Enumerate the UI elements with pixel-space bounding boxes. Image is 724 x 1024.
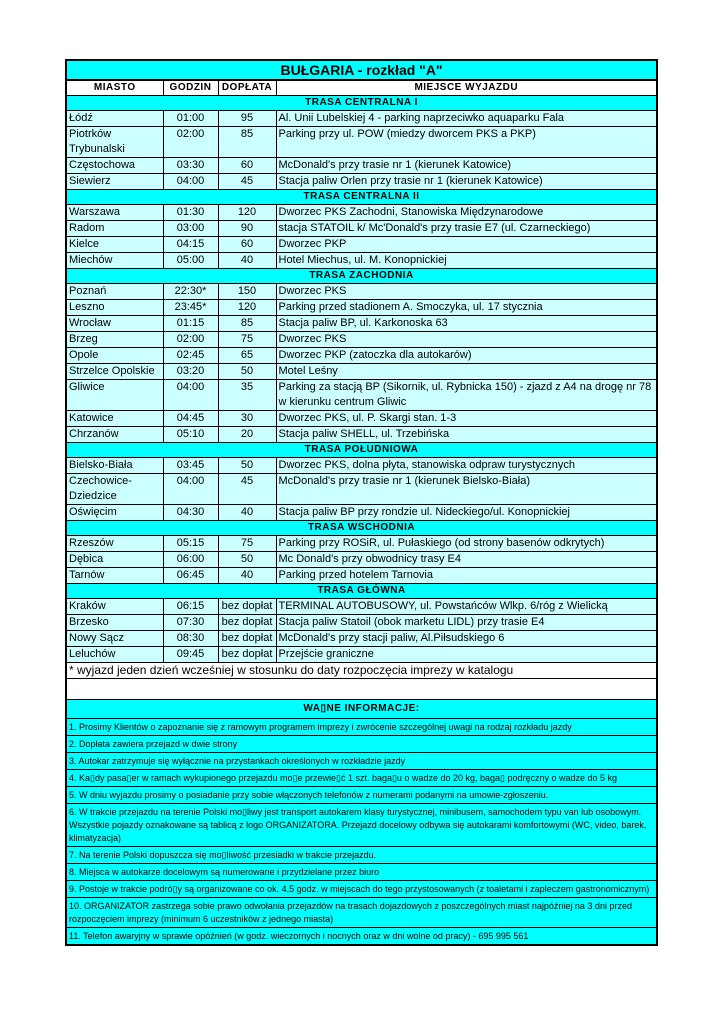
table-row	[66, 411, 657, 427]
place-cell: Parking przed hotelem Tarnovia	[276, 568, 657, 584]
city-cell: Siewierz	[66, 174, 163, 190]
hour-cell: 04:00	[163, 474, 218, 505]
hour-cell: 04:30	[163, 505, 218, 521]
table-row	[66, 615, 657, 631]
info-text: 5. W dniu wyjazdu prosimy o posiadanie przy sobie włączonych telefonów z numerami podanymi na umowie-zgłoszeniu.	[66, 787, 657, 804]
table-row	[66, 237, 657, 253]
route-header	[66, 584, 657, 599]
place-cell: Dworzec PKS Zachodni, Stanowiska Międzynarodowe	[276, 205, 657, 221]
surcharge-cell: 50	[218, 552, 276, 568]
city-cell: Katowice	[66, 411, 163, 427]
table-row	[66, 631, 657, 647]
hour-cell: 09:45	[163, 647, 218, 663]
table-row	[66, 174, 657, 190]
info-item	[66, 753, 657, 770]
route-header	[66, 443, 657, 458]
header-row	[66, 80, 657, 96]
city-cell: Częstochowa	[66, 158, 163, 174]
info-text: 6. W trakcie przejazdu na terenie Polski mo▯liwy jest transport autokarem klasy turystycznej, minibusem, samochodem typu van lub osobowym. Wszystkie pojazdy oznakowane są tablicą z logo ORGANIZATORA. Przejazd docelowy odbywa się autokarami komfortowymi (WC, video, barek, klimatyzacja)	[66, 804, 657, 847]
route-name: TRASA CENTRALNA II	[66, 190, 657, 205]
city-cell: Rzeszów	[66, 536, 163, 552]
table-row	[66, 348, 657, 364]
table-row	[66, 647, 657, 663]
city-cell: Oświęcim	[66, 505, 163, 521]
place-cell: Dworzec PKS, dolna płyta, stanowiska odpraw turystycznych	[276, 458, 657, 474]
hour-cell: 22:30*	[163, 284, 218, 300]
surcharge-cell: 30	[218, 411, 276, 427]
table-row	[66, 552, 657, 568]
info-title: WA▯NE INFORMACJE:	[66, 700, 657, 719]
table-row	[66, 536, 657, 552]
city-cell: Nowy Sącz	[66, 631, 163, 647]
city-cell: Gliwice	[66, 380, 163, 411]
hour-cell: 01:30	[163, 205, 218, 221]
table-row	[66, 284, 657, 300]
table-row	[66, 316, 657, 332]
info-text: 9. Postoje w trakcie podró▯y są organizowane co ok. 4,5 godz. w miejscach do tego przystosowanych (z toaletami i zapleczem gastronomicznym)	[66, 881, 657, 898]
city-cell: Poznań	[66, 284, 163, 300]
place-cell: Parking za stacją BP (Sikornik, ul. Rybnicka 150) - zjazd z A4 na drogę nr 78 w kierunku centrum Gliwic	[276, 380, 657, 411]
place-cell: Parking przy ul. POW (miedzy dworcem PKS a PKP)	[276, 127, 657, 158]
place-cell: Stacja paliw Statoil (obok marketu LIDL) przy trasie E4	[276, 615, 657, 631]
city-cell: Kielce	[66, 237, 163, 253]
page-title: BUŁGARIA - rozkład "A"	[66, 60, 657, 80]
hour-cell: 03:30	[163, 158, 218, 174]
schedule-sheet	[65, 59, 656, 946]
info-item	[66, 881, 657, 898]
info-item	[66, 770, 657, 787]
city-cell: Wrocław	[66, 316, 163, 332]
info-text: 11. Telefon awaryjny w sprawie opóźnień (w godz. wieczornych i nocnych oraz w dni wolne od pracy) - 695 995 561	[66, 928, 657, 946]
info-text: 2. Dopłata zawiera przejazd w dwie strony	[66, 736, 657, 753]
table-row	[66, 474, 657, 505]
hour-cell: 04:00	[163, 174, 218, 190]
hour-cell: 23:45*	[163, 300, 218, 316]
title-row	[66, 60, 657, 80]
surcharge-cell: bez dopłat	[218, 599, 276, 615]
header-city: MIASTO	[66, 80, 163, 96]
route-name: TRASA WSCHODNIA	[66, 521, 657, 536]
info-item	[66, 719, 657, 736]
table-row	[66, 158, 657, 174]
place-cell: stacja STATOIL k/ Mc'Donald's przy trasie E7 (ul. Czarneckiego)	[276, 221, 657, 237]
footnote-row	[66, 663, 657, 679]
city-cell: Miechów	[66, 253, 163, 269]
table-row	[66, 205, 657, 221]
surcharge-cell: 60	[218, 237, 276, 253]
place-cell: McDonald's przy stacji paliw, Al.Piłsudskiego 6	[276, 631, 657, 647]
city-cell: Warszawa	[66, 205, 163, 221]
table-row	[66, 380, 657, 411]
surcharge-cell: 40	[218, 505, 276, 521]
hour-cell: 06:00	[163, 552, 218, 568]
route-header	[66, 521, 657, 536]
place-cell: TERMINAL AUTOBUSOWY, ul. Powstańców Wlkp. 6/róg z Wielicką	[276, 599, 657, 615]
info-item	[66, 736, 657, 753]
route-name: TRASA GŁÓWNA	[66, 584, 657, 599]
place-cell: Stacja paliw BP, ul. Karkonoska 63	[276, 316, 657, 332]
place-cell: Hotel Miechus, ul. M. Konopnickiej	[276, 253, 657, 269]
info-text: 3. Autokar zatrzymuje się wyłącznie na przystankach określonych w rozkładzie jazdy	[66, 753, 657, 770]
footnote: * wyjazd jeden dzień wcześniej w stosunku do daty rozpoczęcia imprezy w katalogu	[66, 663, 657, 679]
place-cell: Mc Donald's przy obwodnicy trasy E4	[276, 552, 657, 568]
hour-cell: 03:00	[163, 221, 218, 237]
place-cell: Stacja paliw Orlen przy trasie nr 1 (kierunek Katowice)	[276, 174, 657, 190]
route-header	[66, 190, 657, 205]
hour-cell: 03:20	[163, 364, 218, 380]
place-cell: Stacja paliw SHELL, ul. Trzebińska	[276, 427, 657, 443]
hour-cell: 06:15	[163, 599, 218, 615]
place-cell: Dworzec PKS	[276, 284, 657, 300]
table-row	[66, 427, 657, 443]
city-cell: Tarnów	[66, 568, 163, 584]
place-cell: Motel Leśny	[276, 364, 657, 380]
place-cell: Przejście graniczne	[276, 647, 657, 663]
city-cell: Łódź	[66, 111, 163, 127]
place-cell: Parking przy ROSiR, ul. Pułaskiego (od strony basenów odkrytych)	[276, 536, 657, 552]
surcharge-cell: 120	[218, 205, 276, 221]
place-cell: McDonald's przy trasie nr 1 (kierunek Katowice)	[276, 158, 657, 174]
hour-cell: 05:15	[163, 536, 218, 552]
info-item	[66, 787, 657, 804]
place-cell: Dworzec PKS, ul. P. Skargi stan. 1-3	[276, 411, 657, 427]
city-cell: Dębica	[66, 552, 163, 568]
city-cell: Opole	[66, 348, 163, 364]
table-row	[66, 253, 657, 269]
surcharge-cell: 85	[218, 316, 276, 332]
city-cell: Brzesko	[66, 615, 163, 631]
info-item	[66, 804, 657, 847]
hour-cell: 04:45	[163, 411, 218, 427]
surcharge-cell: 45	[218, 474, 276, 505]
hour-cell: 02:45	[163, 348, 218, 364]
table-row	[66, 127, 657, 158]
info-item	[66, 898, 657, 928]
surcharge-cell: bez dopłat	[218, 615, 276, 631]
hour-cell: 02:00	[163, 127, 218, 158]
surcharge-cell: 65	[218, 348, 276, 364]
header-hour: GODZIN	[163, 80, 218, 96]
table-row	[66, 221, 657, 237]
surcharge-cell: 40	[218, 253, 276, 269]
table-row	[66, 458, 657, 474]
info-text: 10. ORGANIZATOR zastrzega sobie prawo odwołania przejazdów na trasach dojazdowych z poszczególnych miast najpóźniej na 3 dni przed rozpoczęciem imprezy (minimum 6 uczestników z jednego miasta)	[66, 898, 657, 928]
hour-cell: 05:00	[163, 253, 218, 269]
surcharge-cell: 50	[218, 458, 276, 474]
hour-cell: 01:00	[163, 111, 218, 127]
city-cell: Chrzanów	[66, 427, 163, 443]
place-cell: Dworzec PKP (zatoczka dla autokarów)	[276, 348, 657, 364]
hour-cell: 04:00	[163, 380, 218, 411]
surcharge-cell: 120	[218, 300, 276, 316]
surcharge-cell: 75	[218, 332, 276, 348]
info-item	[66, 928, 657, 946]
route-header	[66, 269, 657, 284]
table-row	[66, 599, 657, 615]
surcharge-cell: 85	[218, 127, 276, 158]
hour-cell: 06:45	[163, 568, 218, 584]
route-name: TRASA ZACHODNIA	[66, 269, 657, 284]
blank-row	[66, 679, 657, 700]
table-row	[66, 364, 657, 380]
table-row	[66, 111, 657, 127]
surcharge-cell: 90	[218, 221, 276, 237]
place-cell: McDonald's przy trasie nr 1 (kierunek Bielsko-Biała)	[276, 474, 657, 505]
info-text: 4. Ka▯dy pasa▯er w ramach wykupionego przejazdu mo▯e przewie▯ć 1 szt. baga▯u o wadze do 20 kg, baga▯ podręczny o wadze do 5 kg	[66, 770, 657, 787]
hour-cell: 02:00	[163, 332, 218, 348]
city-cell: Czechowice-Dziedzice	[66, 474, 163, 505]
surcharge-cell: 45	[218, 174, 276, 190]
table-row	[66, 568, 657, 584]
route-name: TRASA CENTRALNA I	[66, 96, 657, 111]
hour-cell: 01:15	[163, 316, 218, 332]
surcharge-cell: 95	[218, 111, 276, 127]
hour-cell: 04:15	[163, 237, 218, 253]
hour-cell: 07:30	[163, 615, 218, 631]
header-place: MIEJSCE WYJAZDU	[276, 80, 657, 96]
route-name: TRASA POŁUDNIOWA	[66, 443, 657, 458]
surcharge-cell: bez dopłat	[218, 647, 276, 663]
city-cell: Piotrków Trybunalski	[66, 127, 163, 158]
city-cell: Leszno	[66, 300, 163, 316]
table-row	[66, 505, 657, 521]
info-item	[66, 864, 657, 881]
info-text: 8. Miejsca w autokarze docelowym są numerowane i przydzielane przez biuro	[66, 864, 657, 881]
hour-cell: 03:45	[163, 458, 218, 474]
place-cell: Parking przed stadionem A. Smoczyka, ul. 17 stycznia	[276, 300, 657, 316]
header-surcharge: DOPŁATA	[218, 80, 276, 96]
place-cell: Al. Unii Lubelskiej 4 - parking naprzeciwko aquaparku Fala	[276, 111, 657, 127]
city-cell: Leluchów	[66, 647, 163, 663]
info-text: 1. Prosimy Klientów o zapoznanie się z ramowym programem imprezy i zwrócenie szczególnej uwagi na rodzaj rozkładu jazdy	[66, 719, 657, 736]
surcharge-cell: 50	[218, 364, 276, 380]
city-cell: Strzelce Opolskie	[66, 364, 163, 380]
place-cell: Dworzec PKP	[276, 237, 657, 253]
schedule-table	[65, 59, 658, 946]
info-header-row	[66, 700, 657, 719]
place-cell: Stacja paliw BP przy rondzie ul. Nideckiego/ul. Konopnickiej	[276, 505, 657, 521]
table-row	[66, 332, 657, 348]
city-cell: Bielsko-Biała	[66, 458, 163, 474]
surcharge-cell: 20	[218, 427, 276, 443]
hour-cell: 08:30	[163, 631, 218, 647]
place-cell: Dworzec PKS	[276, 332, 657, 348]
surcharge-cell: 35	[218, 380, 276, 411]
info-text: 7. Na terenie Polski dopuszcza się mo▯liwość przesiadki w trakcie przejazdu.	[66, 847, 657, 864]
city-cell: Kraków	[66, 599, 163, 615]
blank-cell	[66, 679, 657, 700]
route-header	[66, 96, 657, 111]
surcharge-cell: 60	[218, 158, 276, 174]
city-cell: Radom	[66, 221, 163, 237]
surcharge-cell: 150	[218, 284, 276, 300]
surcharge-cell: 75	[218, 536, 276, 552]
info-item	[66, 847, 657, 864]
surcharge-cell: 40	[218, 568, 276, 584]
hour-cell: 05:10	[163, 427, 218, 443]
city-cell: Brzeg	[66, 332, 163, 348]
surcharge-cell: bez dopłat	[218, 631, 276, 647]
table-row	[66, 300, 657, 316]
